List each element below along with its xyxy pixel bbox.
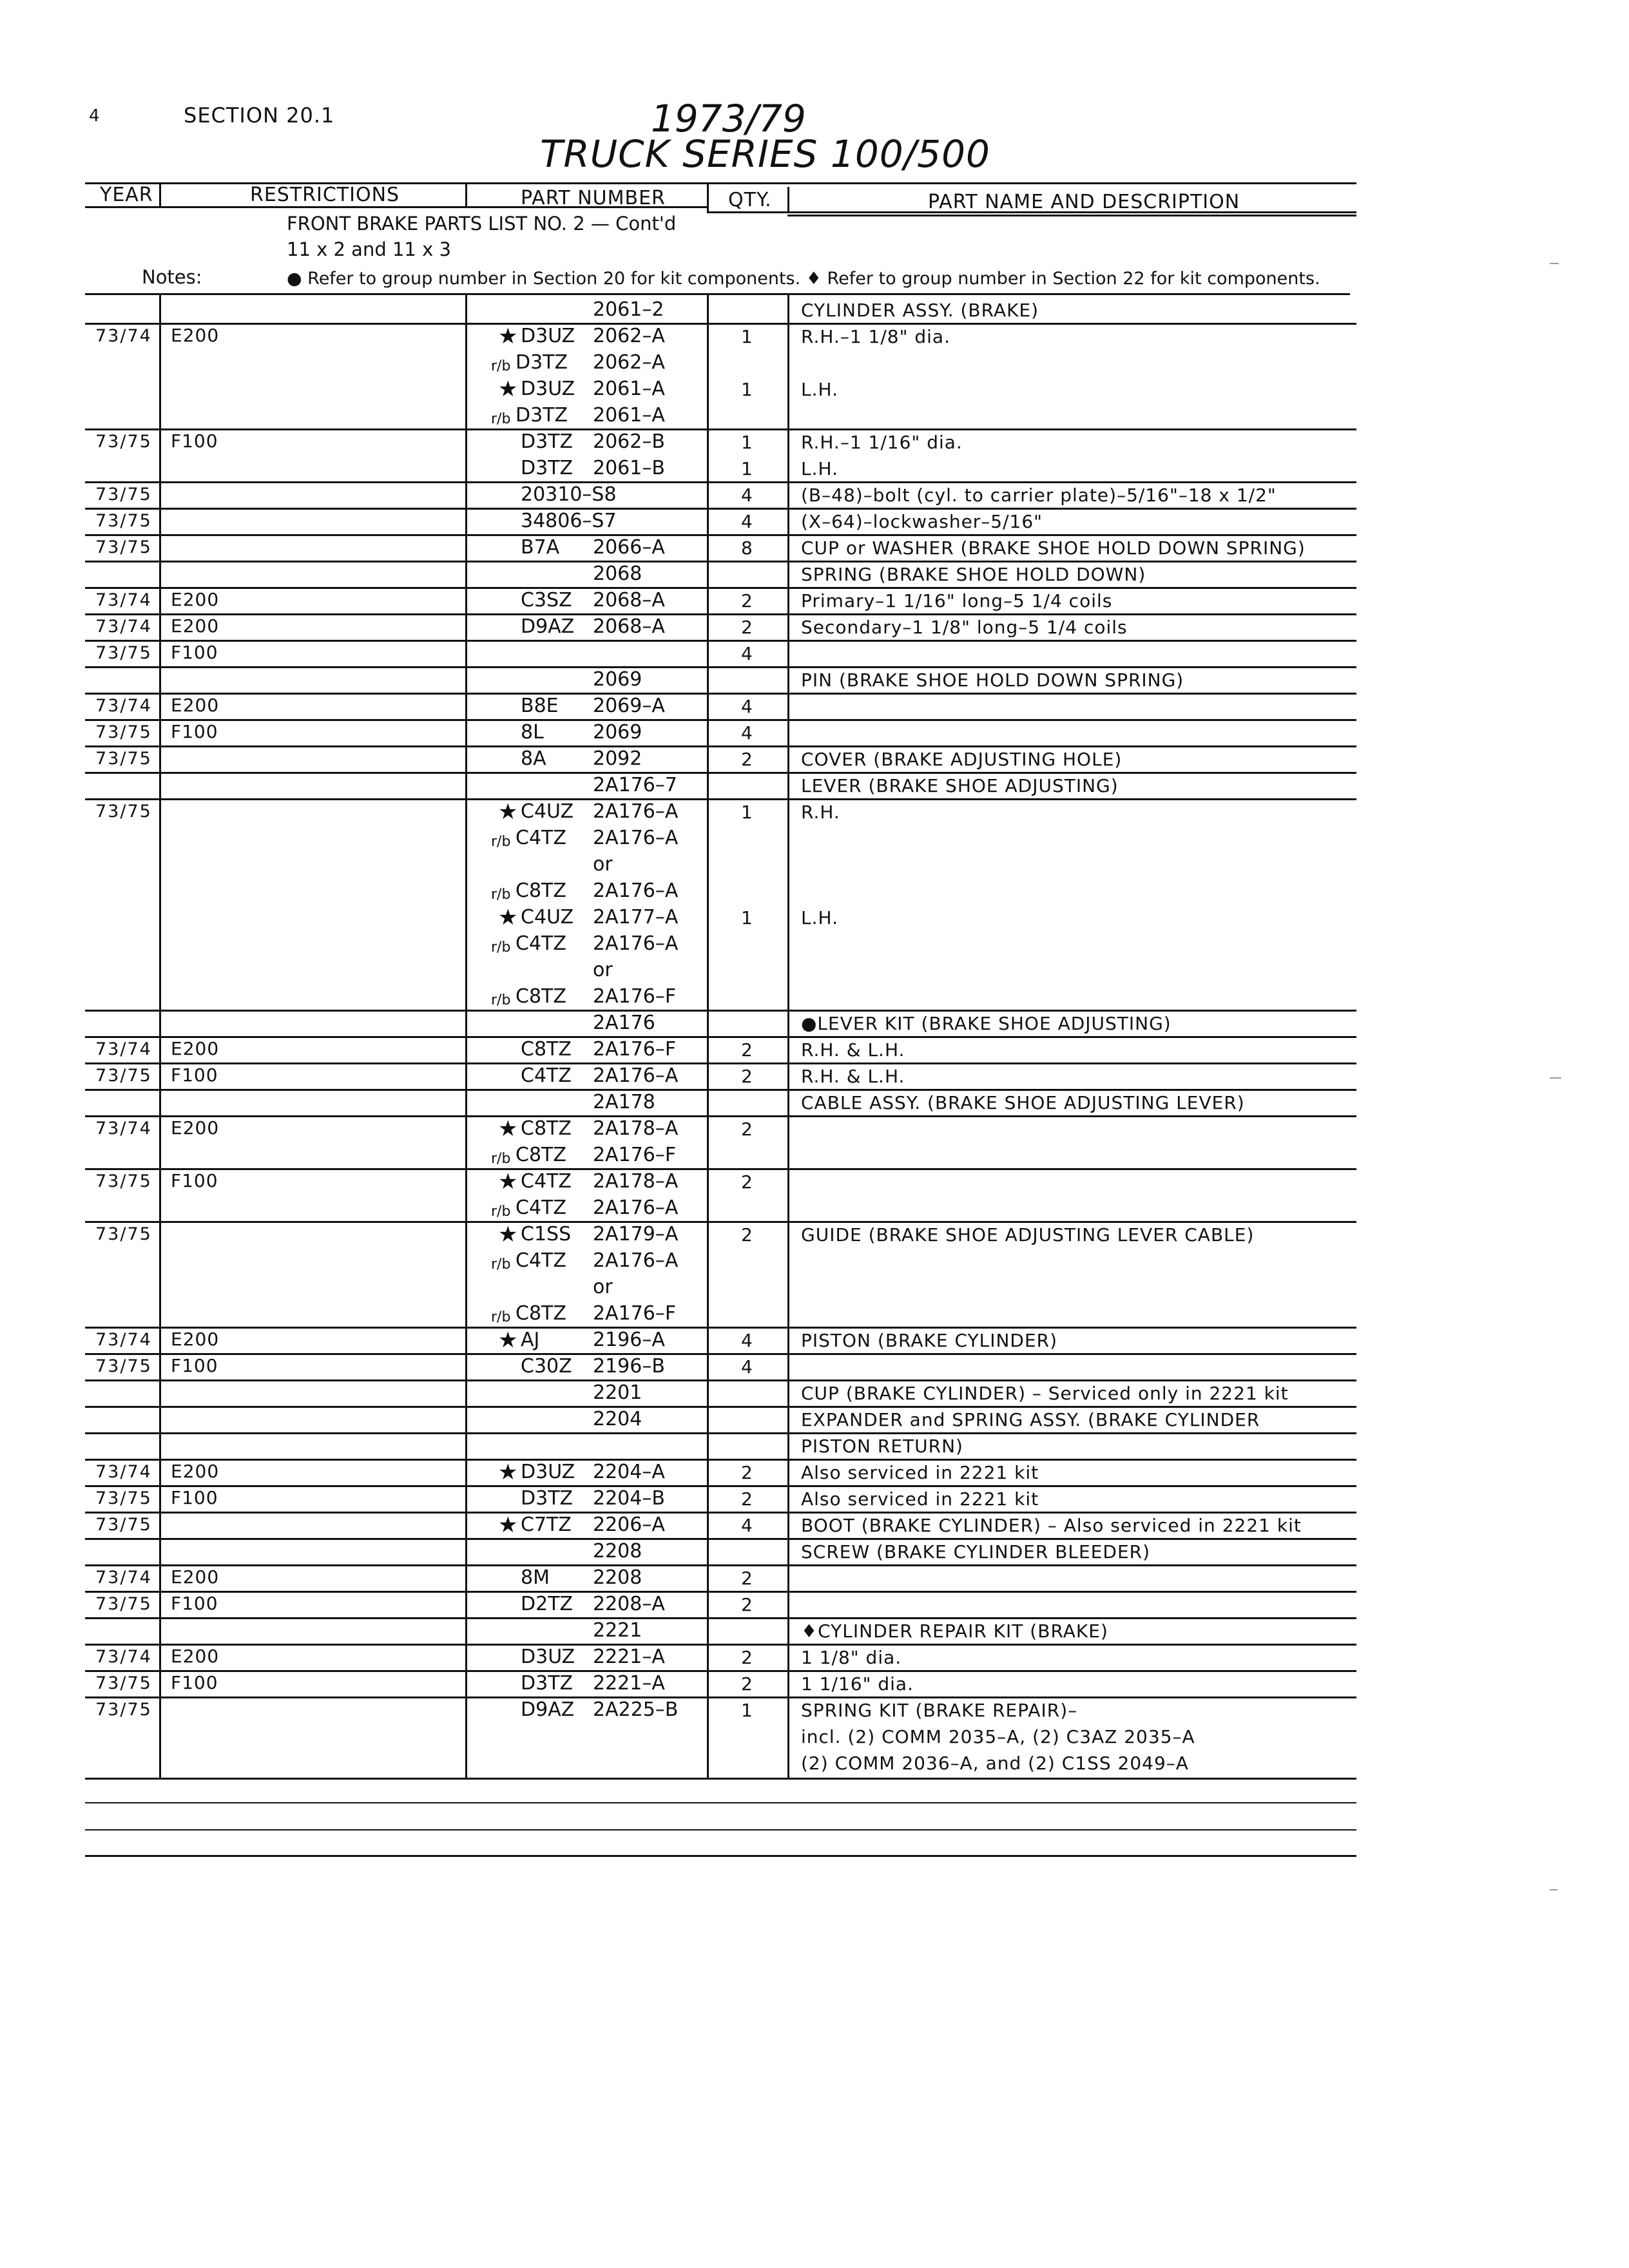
part-base-number: 2A178–A bbox=[593, 1170, 679, 1193]
restriction-cell: F100 bbox=[171, 1672, 218, 1693]
replaced-by-label: r/b bbox=[491, 1204, 511, 1220]
restriction-cell: F100 bbox=[171, 721, 218, 742]
part-base-number: 2204–B bbox=[593, 1487, 665, 1510]
qty-cell: 2 bbox=[741, 590, 753, 611]
row-rule bbox=[85, 613, 1356, 615]
year-cell: 73/75 bbox=[95, 1488, 152, 1508]
row-rule bbox=[85, 1327, 1356, 1329]
year-cell: 73/74 bbox=[95, 1330, 152, 1350]
year-cell: 73/74 bbox=[95, 590, 152, 610]
description-cell: ♦CYLINDER REPAIR KIT (BRAKE) bbox=[801, 1620, 1108, 1642]
replaced-by-label: r/b bbox=[491, 1309, 511, 1325]
part-prefix: D3TZ bbox=[521, 1487, 574, 1510]
column-rule bbox=[465, 293, 467, 1778]
notes-text: ● Refer to group number in Section 20 for kit components. ♦ Refer to group number in Section 22 for kit components. bbox=[287, 269, 1320, 289]
row-rule bbox=[85, 1538, 1356, 1540]
qty-cell: 2 bbox=[741, 1594, 753, 1615]
qty-cell: 8 bbox=[741, 537, 753, 559]
restriction-cell: E200 bbox=[171, 1646, 220, 1667]
qty-cell: 4 bbox=[741, 722, 753, 744]
restriction-cell: E200 bbox=[171, 1461, 220, 1482]
part-base-number: 2068 bbox=[593, 562, 642, 585]
part-prefix: D3TZ bbox=[516, 404, 568, 427]
description-cell: L.H. bbox=[801, 379, 838, 400]
column-header-restrictions: RESTRICTIONS bbox=[250, 184, 400, 206]
part-prefix: AJ bbox=[521, 1329, 540, 1351]
part-base-number: 2221 bbox=[593, 1619, 642, 1642]
service-star-icon: ★ bbox=[498, 1169, 518, 1195]
part-base-number: 2062–A bbox=[593, 351, 665, 374]
description-cell: L.H. bbox=[801, 907, 838, 928]
row-rule bbox=[85, 1564, 1356, 1566]
description-cell: CUP or WASHER (BRAKE SHOE HOLD DOWN SPRING) bbox=[801, 537, 1306, 559]
restriction-cell: F100 bbox=[171, 1064, 218, 1086]
part-prefix: C8TZ bbox=[516, 985, 566, 1008]
part-base-number: 2A176–A bbox=[593, 1064, 679, 1087]
service-star-icon: ★ bbox=[498, 1327, 518, 1353]
description-cell: R.H. bbox=[801, 802, 840, 823]
part-number: 34806–S7 bbox=[521, 510, 617, 532]
part-base-number: 2A176–F bbox=[593, 1302, 677, 1325]
column-header-year: YEAR bbox=[100, 184, 153, 206]
row-rule bbox=[85, 1512, 1356, 1514]
part-prefix: C4UZ bbox=[521, 906, 574, 928]
qty-cell: 2 bbox=[741, 1462, 753, 1483]
description-cell: SPRING KIT (BRAKE REPAIR)– bbox=[801, 1700, 1078, 1721]
qty-cell: 2 bbox=[741, 749, 753, 770]
part-base-number: 2A176–F bbox=[593, 985, 677, 1008]
qty-cell: 1 bbox=[741, 432, 753, 453]
part-base-number: 2092 bbox=[593, 747, 642, 770]
part-base-number: 2A176–A bbox=[593, 1196, 679, 1219]
row-rule bbox=[85, 745, 1356, 747]
part-base-number: 2068–A bbox=[593, 589, 665, 611]
description-cell: PISTON (BRAKE CYLINDER) bbox=[801, 1330, 1058, 1351]
description-cell: 1 1/8" dia. bbox=[801, 1647, 902, 1668]
qty-cell: 1 bbox=[741, 907, 753, 928]
part-prefix: C8TZ bbox=[516, 879, 566, 902]
replaced-by-label: r/b bbox=[491, 939, 511, 956]
qty-cell: 4 bbox=[741, 1515, 753, 1536]
row-rule bbox=[85, 481, 1356, 483]
restriction-cell: F100 bbox=[171, 642, 218, 663]
service-star-icon: ★ bbox=[498, 905, 518, 930]
part-base-number: 2A176–A bbox=[593, 879, 679, 902]
row-rule bbox=[787, 215, 1356, 216]
part-base-number: 2A178 bbox=[593, 1091, 655, 1113]
year-cell: 73/75 bbox=[95, 749, 152, 769]
year-cell: 73/75 bbox=[95, 432, 152, 452]
part-prefix: D3UZ bbox=[521, 1461, 575, 1483]
part-base-number: 2062–B bbox=[593, 430, 665, 453]
notes-label: Notes: bbox=[142, 266, 202, 288]
year-cell: 73/75 bbox=[95, 1356, 152, 1376]
part-prefix: C4TZ bbox=[521, 1170, 572, 1193]
year-cell: 73/75 bbox=[95, 511, 152, 531]
part-base-number: 2069 bbox=[593, 721, 642, 744]
part-prefix: D3UZ bbox=[521, 325, 575, 347]
part-number: 20310–S8 bbox=[521, 483, 617, 506]
part-prefix: D2TZ bbox=[521, 1593, 574, 1615]
year-cell: 73/75 bbox=[95, 537, 152, 557]
row-rule bbox=[85, 1379, 1356, 1381]
margin-mark bbox=[1550, 1889, 1557, 1890]
alternate-or: or bbox=[593, 1276, 613, 1298]
part-base-number: 2068–A bbox=[593, 615, 665, 638]
row-rule bbox=[85, 428, 1356, 430]
row-rule bbox=[85, 1644, 1356, 1646]
row-rule bbox=[85, 1036, 1356, 1038]
part-prefix: D3UZ bbox=[521, 378, 575, 400]
qty-cell: 1 bbox=[741, 458, 753, 479]
part-prefix: D9AZ bbox=[521, 1698, 575, 1721]
description-cell: GUIDE (BRAKE SHOE ADJUSTING LEVER CABLE) bbox=[801, 1224, 1255, 1245]
part-prefix: C4TZ bbox=[516, 932, 566, 955]
replaced-by-label: r/b bbox=[491, 887, 511, 903]
year-cell: 73/75 bbox=[95, 1594, 152, 1614]
part-prefix: C4TZ bbox=[516, 1249, 566, 1272]
restriction-cell: E200 bbox=[171, 1329, 220, 1350]
part-base-number: 2061–2 bbox=[593, 298, 664, 321]
replaced-by-label: r/b bbox=[491, 358, 511, 374]
row-rule bbox=[85, 1221, 1356, 1223]
description-cell: CUP (BRAKE CYLINDER) – Serviced only in 2221 kit bbox=[801, 1383, 1289, 1404]
restriction-cell: F100 bbox=[171, 430, 218, 452]
description-cell: CYLINDER ASSY. (BRAKE) bbox=[801, 300, 1039, 321]
year-cell: 73/74 bbox=[95, 326, 152, 346]
part-prefix: C8TZ bbox=[521, 1117, 572, 1140]
part-base-number: 2208 bbox=[593, 1566, 642, 1589]
replaced-by-label: r/b bbox=[491, 411, 511, 427]
part-base-number: 2A179–A bbox=[593, 1223, 679, 1245]
row-rule bbox=[85, 640, 1356, 642]
year-cell: 73/75 bbox=[95, 643, 152, 663]
part-prefix: C4TZ bbox=[516, 827, 566, 849]
row-rule bbox=[85, 561, 1356, 562]
row-rule bbox=[85, 1010, 1356, 1012]
row-rule bbox=[85, 1617, 1356, 1619]
service-star-icon: ★ bbox=[498, 1222, 518, 1247]
part-base-number: 2221–A bbox=[593, 1646, 665, 1668]
column-rule bbox=[159, 293, 161, 1778]
part-prefix: 8L bbox=[521, 721, 544, 744]
margin-mark bbox=[1550, 263, 1559, 264]
replaced-by-label: r/b bbox=[491, 1151, 511, 1167]
part-base-number: 2221–A bbox=[593, 1672, 665, 1695]
part-prefix: C4TZ bbox=[521, 1064, 572, 1087]
qty-cell: 4 bbox=[741, 643, 753, 664]
row-rule bbox=[85, 1115, 1356, 1117]
part-base-number: 2204 bbox=[593, 1408, 642, 1430]
description-cell: ●LEVER KIT (BRAKE SHOE ADJUSTING) bbox=[801, 1013, 1171, 1034]
row-rule bbox=[85, 1670, 1356, 1672]
margin-mark bbox=[1550, 1077, 1561, 1079]
description-cell: (X–64)–lockwasher–5/16" bbox=[801, 511, 1043, 532]
part-base-number: 2A176 bbox=[593, 1012, 655, 1034]
part-base-number: 2208 bbox=[593, 1540, 642, 1562]
row-rule bbox=[85, 1855, 1356, 1857]
page-number: 4 bbox=[89, 106, 100, 126]
restriction-cell: E200 bbox=[171, 1566, 220, 1588]
qty-cell: 4 bbox=[741, 696, 753, 717]
year-cell: 73/74 bbox=[95, 1039, 152, 1059]
description-cell: (2) COMM 2036–A, and (2) C1SS 2049–A bbox=[801, 1753, 1189, 1774]
part-base-number: 2061–A bbox=[593, 404, 665, 427]
year-cell: 73/74 bbox=[95, 1462, 152, 1482]
qty-cell: 4 bbox=[741, 1356, 753, 1378]
part-base-number: 2204–A bbox=[593, 1461, 665, 1483]
qty-cell: 2 bbox=[741, 1224, 753, 1245]
description-cell: 1 1/16" dia. bbox=[801, 1673, 914, 1695]
part-base-number: 2061–B bbox=[593, 457, 665, 479]
row-rule bbox=[85, 693, 1356, 695]
row-rule bbox=[85, 772, 1356, 774]
part-prefix: C8TZ bbox=[516, 1144, 566, 1166]
restriction-cell: E200 bbox=[171, 695, 220, 716]
qty-cell: 2 bbox=[741, 1171, 753, 1193]
restriction-cell: F100 bbox=[171, 1355, 218, 1376]
qty-cell: 1 bbox=[741, 802, 753, 823]
description-cell: EXPANDER and SPRING ASSY. (BRAKE CYLINDER bbox=[801, 1409, 1260, 1430]
restriction-cell: F100 bbox=[171, 1593, 218, 1614]
description-cell: SPRING (BRAKE SHOE HOLD DOWN) bbox=[801, 564, 1146, 585]
row-rule bbox=[85, 534, 1356, 536]
part-base-number: 2196–B bbox=[593, 1355, 665, 1378]
alternate-or: or bbox=[593, 959, 613, 981]
description-cell: Also serviced in 2221 kit bbox=[801, 1488, 1039, 1510]
description-cell: R.H.–1 1/16" dia. bbox=[801, 432, 963, 453]
restriction-cell: E200 bbox=[171, 1117, 220, 1139]
part-base-number: 2A176–F bbox=[593, 1038, 677, 1061]
column-rule bbox=[787, 293, 789, 1778]
restriction-cell: E200 bbox=[171, 1038, 220, 1059]
row-rule bbox=[85, 1802, 1356, 1803]
year-cell: 73/75 bbox=[95, 1700, 152, 1720]
part-prefix: 8M bbox=[521, 1566, 550, 1589]
row-rule bbox=[85, 1406, 1356, 1408]
part-base-number: 2061–A bbox=[593, 378, 665, 400]
part-base-number: 2208–A bbox=[593, 1593, 665, 1615]
restriction-cell: F100 bbox=[171, 1487, 218, 1508]
service-star-icon: ★ bbox=[498, 323, 518, 349]
description-cell: Primary–1 1/16" long–5 1/4 coils bbox=[801, 590, 1113, 611]
title-years: 1973/79 bbox=[651, 97, 806, 140]
row-rule bbox=[85, 1168, 1356, 1170]
part-prefix: D3TZ bbox=[521, 457, 574, 479]
part-base-number: 2066–A bbox=[593, 536, 665, 559]
row-rule bbox=[85, 1696, 1356, 1698]
qty-cell: 2 bbox=[741, 1568, 753, 1589]
part-base-number: 2A176–A bbox=[593, 1249, 679, 1272]
replaced-by-label: r/b bbox=[491, 834, 511, 850]
service-star-icon: ★ bbox=[498, 376, 518, 402]
year-cell: 73/75 bbox=[95, 722, 152, 742]
part-prefix: C1SS bbox=[521, 1223, 572, 1245]
part-base-number: 2A177–A bbox=[593, 906, 679, 928]
year-cell: 73/75 bbox=[95, 1515, 152, 1535]
title-series: TRUCK SERIES 100/500 bbox=[540, 132, 990, 176]
part-base-number: 2A176–F bbox=[593, 1144, 677, 1166]
qty-cell: 2 bbox=[741, 1647, 753, 1668]
qty-cell: 2 bbox=[741, 1673, 753, 1695]
column-header-qty: QTY. bbox=[728, 189, 772, 211]
part-prefix: C8TZ bbox=[516, 1302, 566, 1325]
row-rule bbox=[85, 1353, 1356, 1355]
part-prefix: C30Z bbox=[521, 1355, 572, 1378]
row-rule bbox=[85, 719, 1356, 721]
row-rule bbox=[85, 1778, 1356, 1780]
qty-cell: 2 bbox=[741, 1119, 753, 1140]
part-prefix: C4TZ bbox=[516, 1196, 566, 1219]
service-star-icon: ★ bbox=[498, 1116, 518, 1142]
replaced-by-label: r/b bbox=[491, 1256, 511, 1273]
part-prefix: C3SZ bbox=[521, 589, 572, 611]
replaced-by-label: r/b bbox=[491, 992, 511, 1008]
description-cell: SCREW (BRAKE CYLINDER BLEEDER) bbox=[801, 1541, 1151, 1562]
row-rule bbox=[85, 587, 1356, 589]
year-cell: 73/74 bbox=[95, 1647, 152, 1667]
description-cell: PIN (BRAKE SHOE HOLD DOWN SPRING) bbox=[801, 669, 1184, 691]
part-base-number: 2A225–B bbox=[593, 1698, 679, 1721]
part-prefix: B7A bbox=[521, 536, 560, 559]
service-star-icon: ★ bbox=[498, 1459, 518, 1485]
part-prefix: C8TZ bbox=[521, 1038, 572, 1061]
description-cell: R.H. & L.H. bbox=[801, 1039, 905, 1061]
qty-cell: 4 bbox=[741, 511, 753, 532]
description-cell: LEVER (BRAKE SHOE ADJUSTING) bbox=[801, 775, 1119, 796]
qty-cell: 4 bbox=[741, 1330, 753, 1351]
part-base-number: 2196–A bbox=[593, 1329, 665, 1351]
column-rule bbox=[707, 293, 709, 1778]
part-base-number: 2201 bbox=[593, 1381, 642, 1404]
part-prefix: D3UZ bbox=[521, 1646, 575, 1668]
description-cell: CABLE ASSY. (BRAKE SHOE ADJUSTING LEVER) bbox=[801, 1092, 1245, 1113]
year-cell: 73/74 bbox=[95, 1568, 152, 1588]
description-cell: (B–48)–bolt (cyl. to carrier plate)–5/16"–18 x 1/2" bbox=[801, 485, 1277, 506]
column-rule bbox=[707, 182, 709, 213]
description-cell: Secondary–1 1/8" long–5 1/4 coils bbox=[801, 617, 1128, 638]
list-title: FRONT BRAKE PARTS LIST NO. 2 — Cont'd bbox=[287, 213, 677, 235]
part-base-number: 2A176–A bbox=[593, 932, 679, 955]
part-prefix: D3TZ bbox=[521, 430, 574, 453]
part-prefix: C4UZ bbox=[521, 800, 574, 823]
row-rule bbox=[85, 508, 1356, 510]
row-rule bbox=[85, 1062, 1356, 1064]
column-header-description: PART NAME AND DESCRIPTION bbox=[928, 191, 1240, 213]
list-size: 11 x 2 and 11 x 3 bbox=[287, 238, 451, 260]
row-rule bbox=[85, 1459, 1356, 1461]
part-base-number: 2206–A bbox=[593, 1514, 665, 1536]
part-prefix: D9AZ bbox=[521, 615, 575, 638]
description-cell: BOOT (BRAKE CYLINDER) – Also serviced in 2221 kit bbox=[801, 1515, 1302, 1536]
part-base-number: 2A176–A bbox=[593, 827, 679, 849]
part-prefix: D3TZ bbox=[516, 351, 568, 374]
row-rule bbox=[85, 1485, 1356, 1487]
year-cell: 73/75 bbox=[95, 485, 152, 505]
part-prefix: C7TZ bbox=[521, 1514, 572, 1536]
part-base-number: 2A176–A bbox=[593, 800, 679, 823]
year-cell: 73/74 bbox=[95, 617, 152, 637]
part-base-number: 2069–A bbox=[593, 695, 665, 717]
qty-cell: 1 bbox=[741, 379, 753, 400]
part-base-number: 2062–A bbox=[593, 325, 665, 347]
row-rule bbox=[85, 1591, 1356, 1593]
column-rule bbox=[159, 182, 161, 207]
alternate-or: or bbox=[593, 853, 613, 876]
description-cell: COVER (BRAKE ADJUSTING HOLE) bbox=[801, 749, 1123, 770]
part-base-number: 2A176–7 bbox=[593, 774, 677, 796]
service-star-icon: ★ bbox=[498, 1512, 518, 1538]
row-rule bbox=[85, 1829, 1356, 1831]
part-prefix: B8E bbox=[521, 695, 559, 717]
row-rule bbox=[85, 1432, 1356, 1434]
qty-cell: 4 bbox=[741, 485, 753, 506]
description-cell: R.H. & L.H. bbox=[801, 1066, 905, 1087]
qty-cell: 1 bbox=[741, 1700, 753, 1721]
column-rule bbox=[465, 182, 467, 207]
description-cell: PISTON RETURN) bbox=[801, 1436, 963, 1457]
year-cell: 73/74 bbox=[95, 1119, 152, 1139]
section-label: SECTION 20.1 bbox=[184, 103, 335, 128]
part-base-number: 2A178–A bbox=[593, 1117, 679, 1140]
row-rule bbox=[85, 798, 1356, 800]
description-cell: R.H.–1 1/8" dia. bbox=[801, 326, 950, 347]
restriction-cell: E200 bbox=[171, 325, 220, 346]
qty-cell: 2 bbox=[741, 1488, 753, 1510]
year-cell: 73/75 bbox=[95, 1066, 152, 1086]
row-rule bbox=[85, 293, 1350, 295]
part-base-number: 2069 bbox=[593, 668, 642, 691]
part-prefix: 8A bbox=[521, 747, 546, 770]
qty-cell: 2 bbox=[741, 1066, 753, 1087]
column-rule bbox=[787, 187, 789, 213]
year-cell: 73/75 bbox=[95, 1224, 152, 1244]
year-cell: 73/75 bbox=[95, 802, 152, 822]
year-cell: 73/75 bbox=[95, 1673, 152, 1693]
service-star-icon: ★ bbox=[498, 799, 518, 825]
column-header-part-number: PART NUMBER bbox=[521, 187, 666, 209]
year-cell: 73/74 bbox=[95, 696, 152, 716]
restriction-cell: E200 bbox=[171, 615, 220, 637]
qty-cell: 1 bbox=[741, 326, 753, 347]
restriction-cell: E200 bbox=[171, 589, 220, 610]
description-cell: L.H. bbox=[801, 458, 838, 479]
description-cell: Also serviced in 2221 kit bbox=[801, 1462, 1039, 1483]
part-prefix: D3TZ bbox=[521, 1672, 574, 1695]
qty-cell: 2 bbox=[741, 1039, 753, 1061]
row-rule bbox=[85, 323, 1356, 325]
year-cell: 73/75 bbox=[95, 1171, 152, 1191]
description-cell: incl. (2) COMM 2035–A, (2) C3AZ 2035–A bbox=[801, 1726, 1195, 1747]
restriction-cell: F100 bbox=[171, 1170, 218, 1191]
row-rule bbox=[85, 666, 1356, 668]
qty-cell: 2 bbox=[741, 617, 753, 638]
row-rule bbox=[85, 1089, 1356, 1091]
